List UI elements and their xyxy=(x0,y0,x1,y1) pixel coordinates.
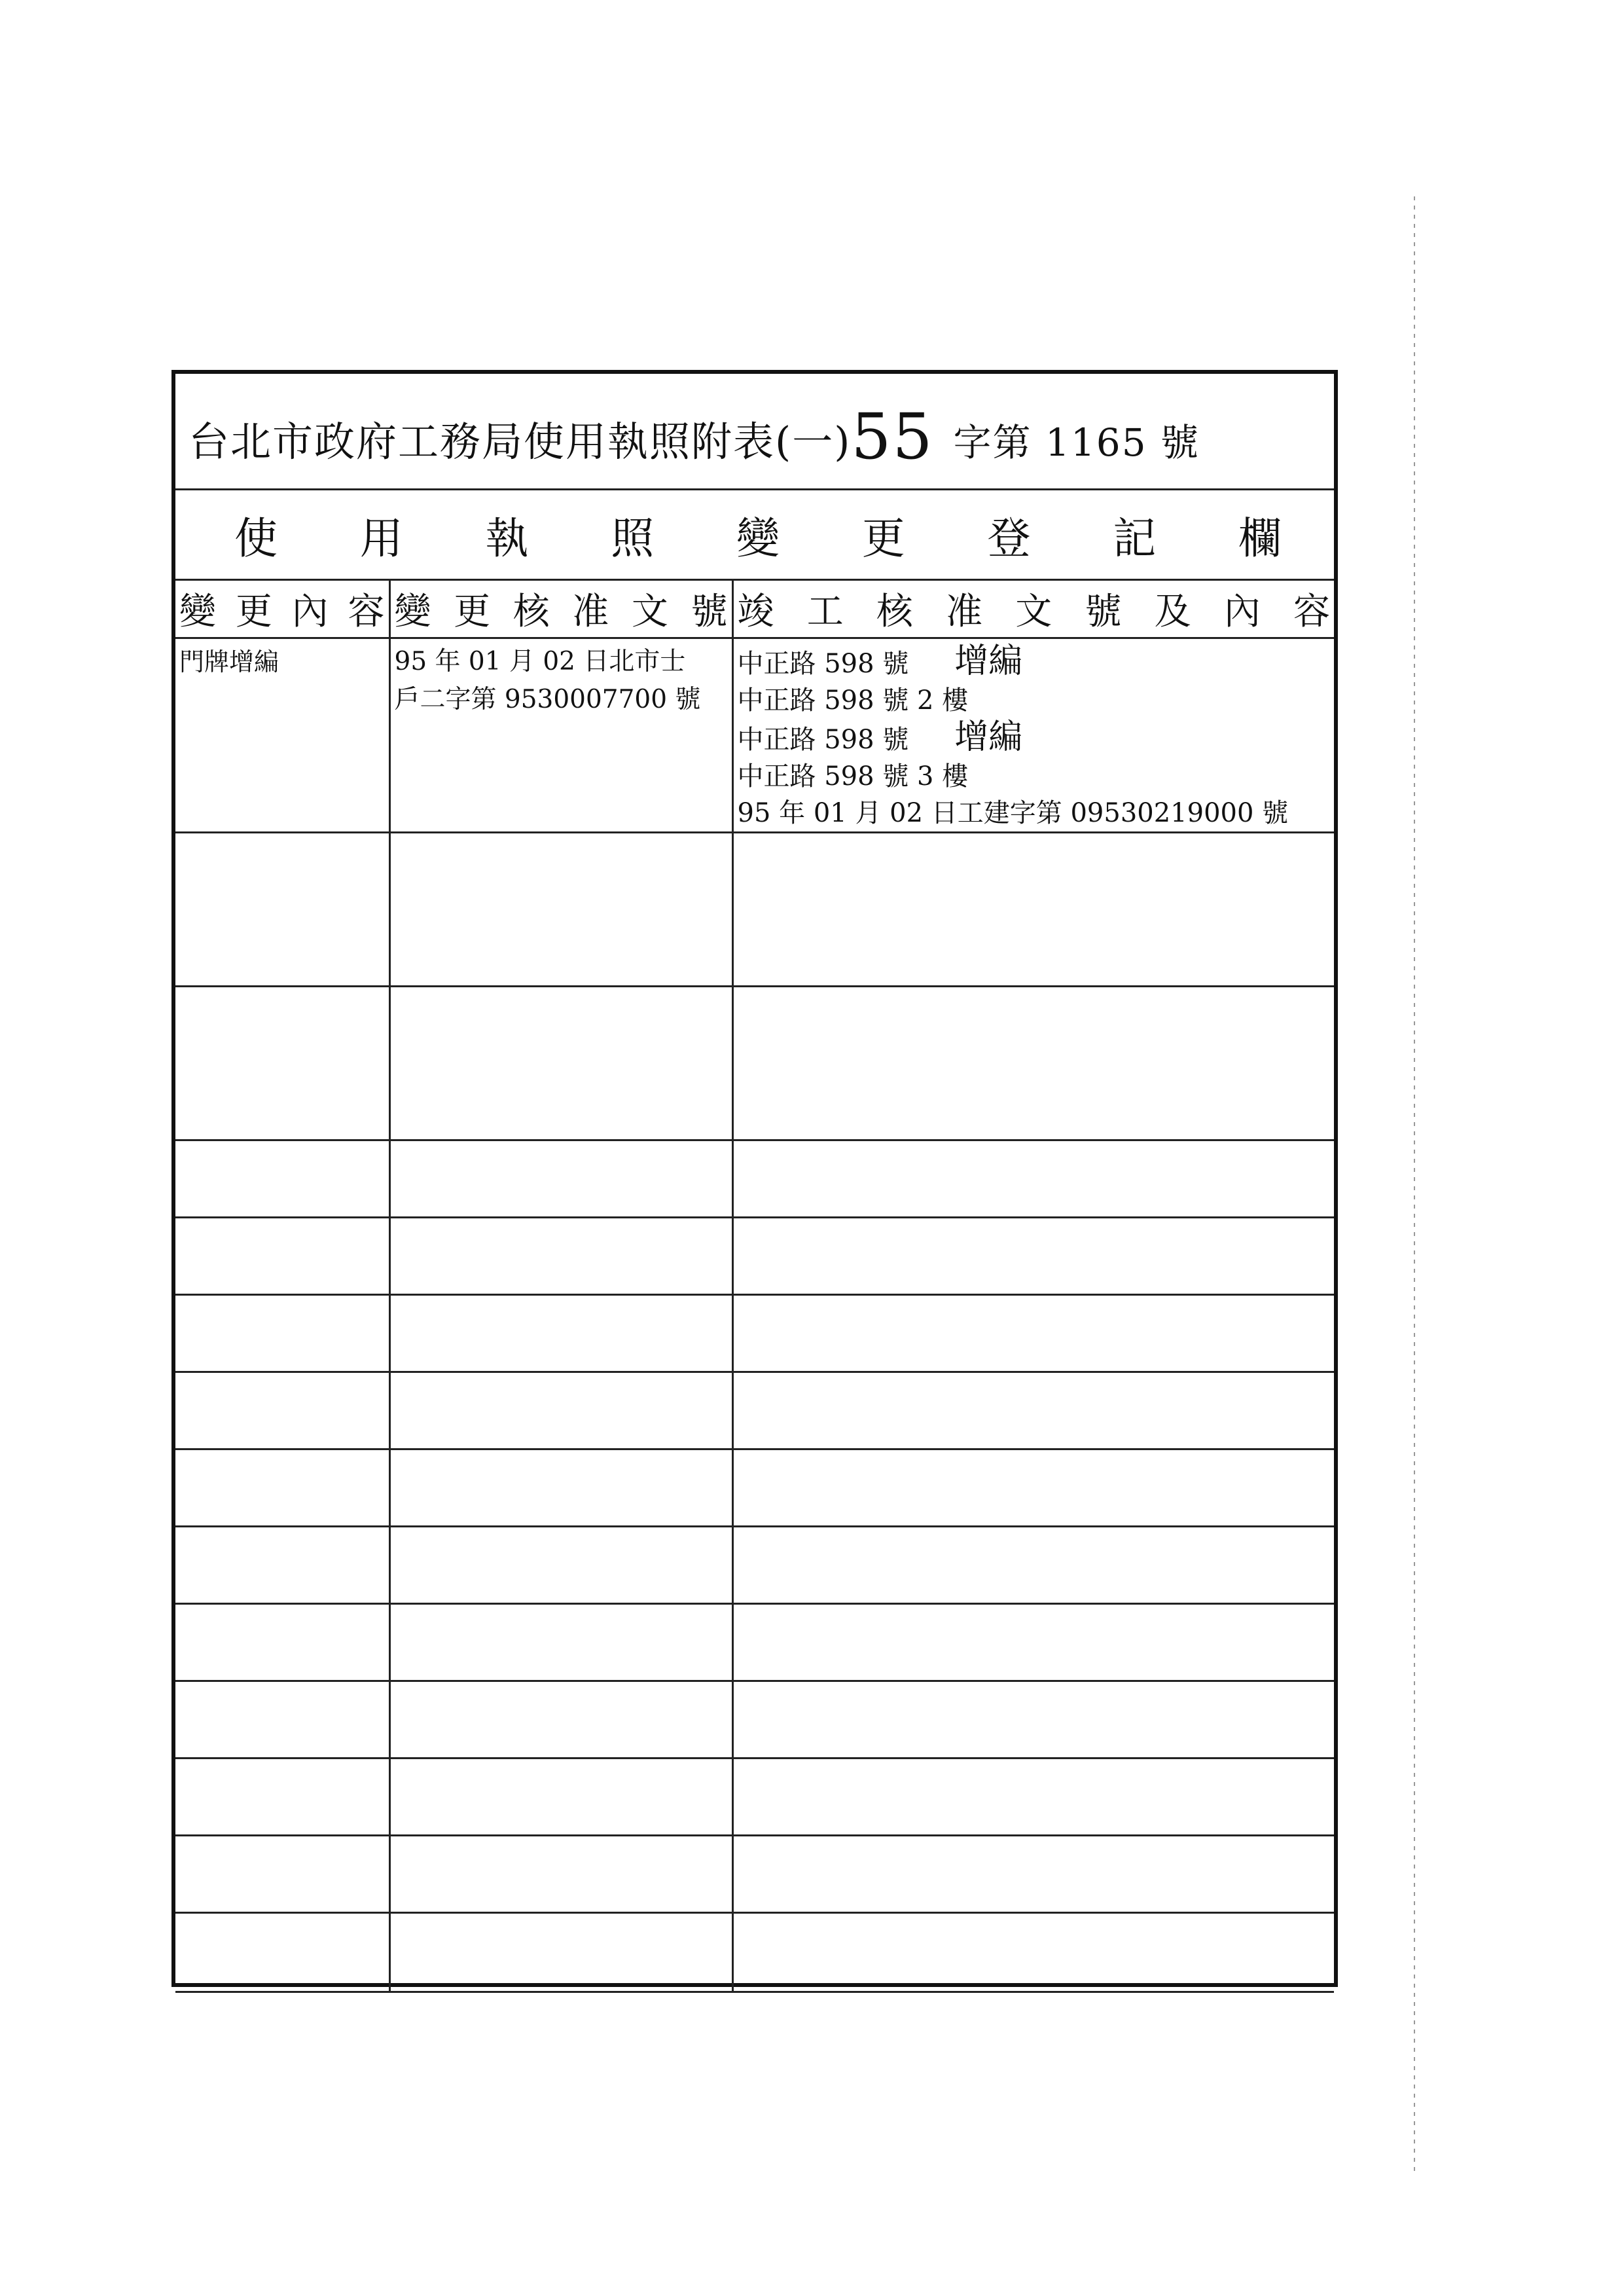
title-prefix: 台北市政府工務局使用執照附表(一) xyxy=(189,418,852,465)
form-title-row xyxy=(175,374,1334,490)
subtitle-char: 欄 xyxy=(1238,513,1282,564)
table-row xyxy=(175,1449,1334,1527)
subtitle-char: 照 xyxy=(611,513,655,564)
subtitle-char: 記 xyxy=(1113,513,1157,564)
approval-line: 95 年 01 月 02 日北市士 xyxy=(394,647,686,676)
table-row xyxy=(175,1836,1334,1913)
title-number: 55 xyxy=(851,400,934,473)
completion-tag: 增編 xyxy=(954,642,1023,681)
page-edge-line xyxy=(1414,196,1415,2174)
completion-address: 中正路 598 號 2 樓 xyxy=(737,685,969,716)
table-row xyxy=(175,1681,1334,1758)
subtitle-char: 更 xyxy=(861,513,905,564)
column-header-approval-number: 變 更 核 准 文 號 xyxy=(389,581,732,638)
subtitle-char: 執 xyxy=(485,513,529,564)
table-row xyxy=(175,638,1334,833)
table-row xyxy=(175,1604,1334,1681)
change-content-cell xyxy=(175,638,389,833)
completion-address: 中正路 598 號 3 樓 xyxy=(737,761,969,792)
column-header-completion-approval: 竣 工 核 准 文 號 及 內 容 xyxy=(732,581,1334,638)
completion-address: 中正路 598 號 xyxy=(737,649,909,679)
subtitle-char: 用 xyxy=(359,513,403,564)
completion-address: 中正路 598 號 xyxy=(737,725,909,755)
subtitle-char: 使 xyxy=(234,513,278,564)
table-row xyxy=(175,1295,1334,1372)
column-header-change-content: 變 更 內 容 xyxy=(175,581,389,638)
change-record-table xyxy=(175,581,1334,1993)
approval-line: 戶二字第 9530007700 號 xyxy=(394,685,701,714)
license-annex-form xyxy=(171,370,1338,1987)
table-row xyxy=(175,987,1334,1140)
table-row xyxy=(175,1218,1334,1295)
form-subtitle xyxy=(175,490,1334,581)
table-row xyxy=(175,1140,1334,1218)
change-content: 門牌增編 xyxy=(179,647,279,676)
completion-approval-cell xyxy=(732,638,1334,833)
table-row xyxy=(175,1527,1334,1604)
table-row xyxy=(175,1913,1334,1992)
table-row xyxy=(175,833,1334,987)
title-suffix: 字第 1165 號 xyxy=(953,420,1200,465)
table-header-row xyxy=(175,581,1334,638)
table-row xyxy=(175,1758,1334,1836)
completion-approval-number: 95 年 01 月 02 日工建字第 09530219000 號 xyxy=(737,798,1289,828)
approval-number-cell xyxy=(389,638,732,833)
subtitle-char: 變 xyxy=(736,513,780,564)
table-row xyxy=(175,1372,1334,1449)
subtitle-char: 登 xyxy=(987,513,1031,564)
form-title xyxy=(189,400,1200,473)
completion-tag: 增編 xyxy=(954,718,1023,757)
